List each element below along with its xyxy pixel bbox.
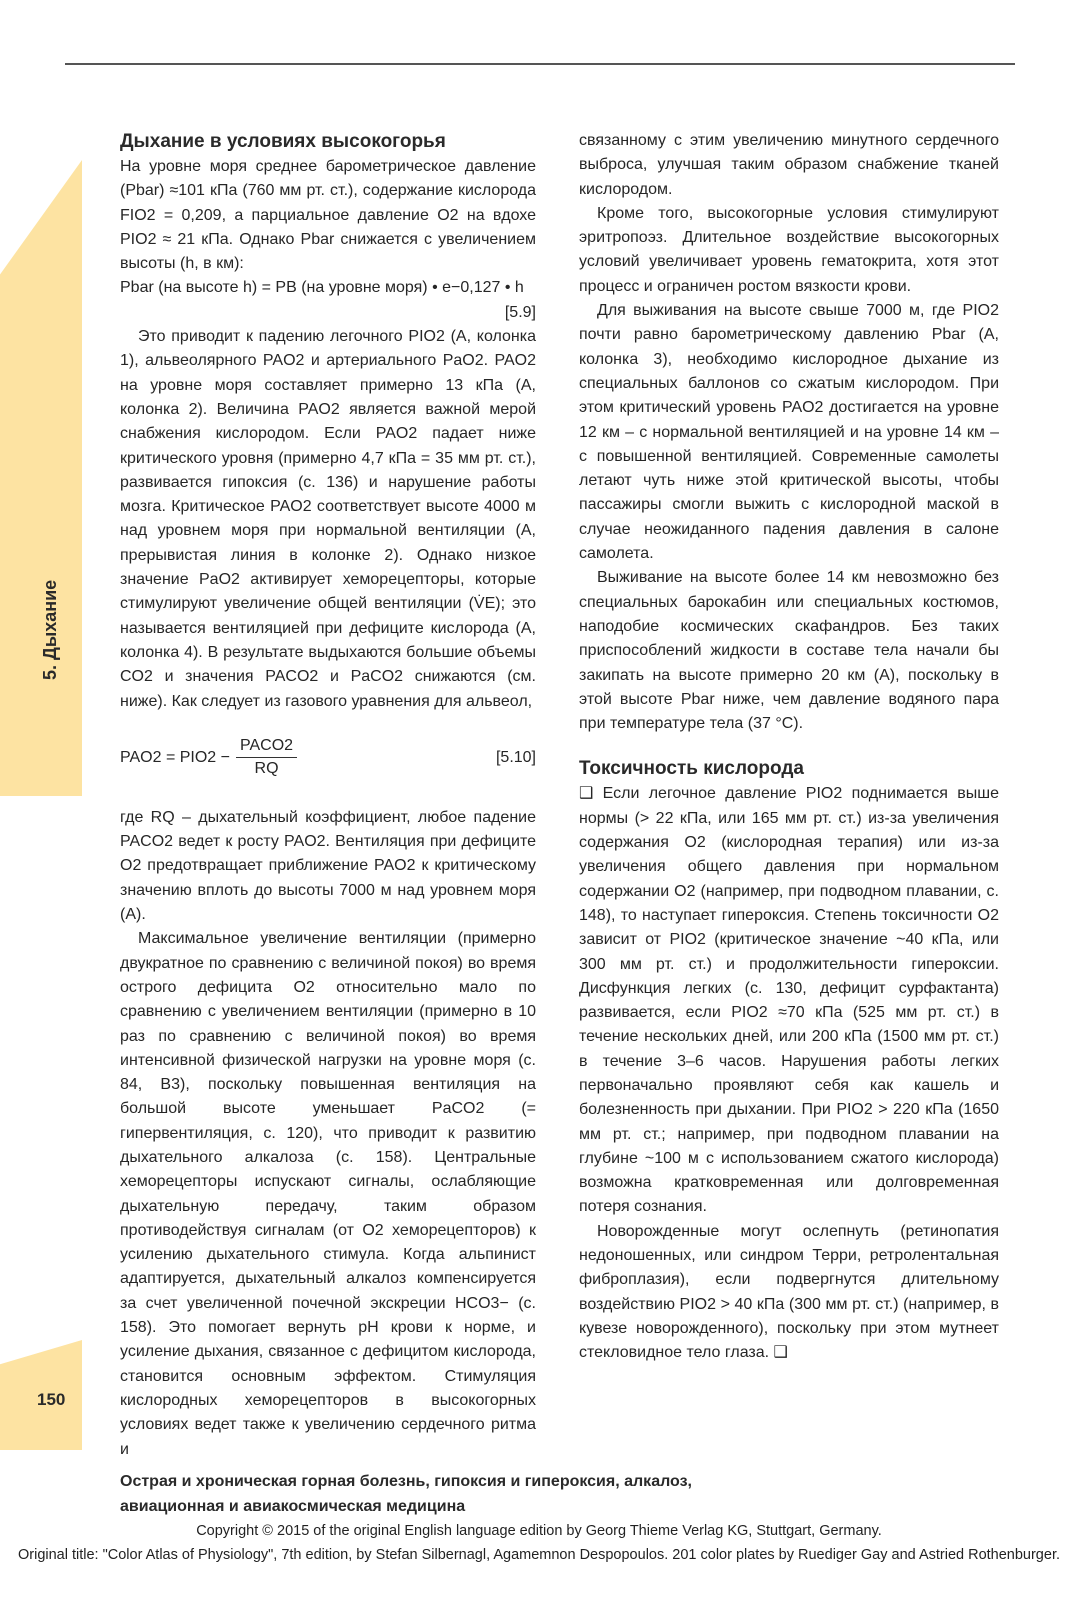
paragraph: Новорожденные могут ослепнуть (ретинопатия недоношенных, или синдром Терри, ретролентальная фиброплазия), если подвергнутся длительному воздействию PIO2 > 40 кПа (300 мм рт. ст.) (например, в кувезе новорожденного), поскольку при этом мутнеет стекловидное тело глаза. ❑ [579, 1222, 999, 1362]
chapter-side-tab [0, 160, 82, 796]
fraction-denominator: RQ [254, 760, 279, 778]
section-heading: Дыхание в условиях высокогорья [120, 131, 446, 152]
paragraph: Для выживания на высоте свыше 7000 м, где PIO2 почти равно барометрическому давлению Pbar (A, колонка 3), необходимо кислородное дыхание из специальных баллонов со сжатым кислородом. При этом критический уровень PAO2 достигается на уровне 12 км – с нормальной вентиляцией и на уровне 14 км – с повышенной вентиляцией. Современные самолеты летают чуть ниже этой критической высоты, чтобы пассажиры смогли выжить с кислородной маской в случае неожиданного падения давления в салоне самолета. [579, 302, 999, 563]
left-column [120, 129, 536, 1462]
equation-number: [5.10] [495, 748, 536, 766]
paragraph: Максимальное увеличение вентиляции (примерно двукратное по сравнению с величиной покоя) во время острого дефицита O2 относительно мало по сравнению с увеличением вентиляции (примерно в 10 раз по сравнению с величиной покоя) во время интенсивной физической нагрузки на уровне моря (с. 84, B3), поскольку повышенная вентиляция на большой высоте уменьшает PaCO2 (= гипервентиляция, с. 120), что приводит к развитию дыхательного алкалоза (с. 158). Центральные хеморецепторы испускают сигналы, ослабляющие дыхательную передачу, таким образом противодействуя сигналам (от O2 хеморецепторов) к усилению дыхательного стимула. Когда альпинист адаптируется, дыхательный алкалоз компенсируется за счет увеличенной почечной экскреции HCO3− (с. 158). Это помогает вернуть pH крови к норме, и усиление дыхания, связанное с дефицитом кислорода, становится основным эффектом. Стимуляция кислородных хеморецепторов в высокогорных условиях ведет также к увеличению сердечного ритма и [120, 930, 536, 1458]
original-title-line: Original title: "Color Atlas of Physiology", 7th edition, by Stefan Silbernagl, Agamemnon Despopoulos. 201 color plates by Ruediger Gay and Astried Rothenburger. [17, 1547, 1060, 1563]
paragraph: Кроме того, высокогорные условия стимулируют эритропоэз. Длительное воздействие высокогорных условий увеличивает уровень гематокрита, хотя этот процесс и ограничен ростом вязкости крови. [579, 204, 999, 295]
page-number: 150 [37, 1390, 66, 1409]
page-footer-topics [120, 1469, 692, 1519]
chapter-label: 5. Дыхание [40, 579, 60, 680]
paragraph: где RQ – дыхательный коэффициент, любое падение PACO2 ведет к росту PAO2. Вентиляция при дефиците O2 предотвращает приближение PAO2 к критическому значению вплоть до высоты 7000 м над уровнем моря (A). [120, 808, 536, 924]
equation-5-10 [120, 722, 536, 794]
equation-number: [5.9] [504, 303, 536, 321]
fraction-numerator: PACO2 [236, 735, 297, 758]
paragraph: Это приводит к падению легочного PIO2 (A, колонка 1), альвеолярного PAO2 и артериального PaO2. PAO2 на уровне моря составляет примерно 13 кПа (A, колонка 2). Величина PAO2 является важной мерой снабжения кислородом. Если PAO2 падает ниже критического уровня (примерно 4,7 кПа = 35 мм рт. ст.), развивается гипоксия (с. 136) и нарушение работы мозга. Критическое PAO2 соответствует высоте 4000 м над уровнем моря при нормальной вентиляции (A, прерывистая линия в колонке 2). Однако низкое значение PaO2 активирует хеморецепторы, которые стимулируют увеличение общей вентиляции (V̇E); это называется вентиляцией при дефиците кислорода (A, колонка 4). В результате выдыхаются большие объемы CO2 и значения PACO2 и PaCO2 снижаются (см. ниже). Как следует из газового уравнения для альвеол, [120, 328, 536, 710]
footer-line: Острая и хроническая горная болезнь, гипоксия и гипероксия, алкалоз, [120, 1473, 692, 1490]
right-column [579, 129, 999, 1366]
copyright-line: Copyright © 2015 of the original English language edition by Georg Thieme Verlag KG, Stuttgart, Germany. [196, 1523, 882, 1539]
section-heading: Токсичность кислорода [579, 758, 804, 780]
footer-line: авиационная и авиакосмическая медицина [120, 1498, 466, 1515]
equation-5-9: Pbar (на высоте h) = PB (на уровне моря) • e−0,127 • h [120, 279, 524, 297]
paragraph: связанному с этим увеличению минутного сердечного выброса, улучшая таким образом снабжение тканей кислородом. [579, 132, 999, 198]
top-rule [65, 63, 1015, 65]
fraction [236, 735, 297, 780]
paragraph: ❑ Если легочное давление PIO2 поднимается выше нормы (> 22 кПа, или 165 мм рт. ст.) из-за увеличения содержания O2 (кислородная терапия) или из-за увеличения общего давления при нормальном содержании O2 (например, при подводном плавании, с. 148), то наступает гипероксия. Степень токсичности O2 зависит от PIO2 (критическое значение ~40 кПа, или 300 мм рт. ст.) и продолжительности гипероксии. Дисфункция легких (с. 130, дефицит сурфактанта) развивается, если PIO2 ≈70 кПа (525 мм рт. ст.) в течение нескольких дней, или 200 кПа (1500 мм рт. ст.) в течение 3–6 часов. Нарушения работы легких первоначально проявляют себя как кашель и болезненность при дыхании. При PIO2 > 220 кПа (1650 мм рт. ст.; например, при подводном плавании на глубине ~100 м с использованием сжатого кислорода) возможна кратковременная или долговременная потеря сознания. [579, 785, 999, 1216]
equation-left: PAO2 = PIO2 − [120, 748, 230, 766]
paragraph: Выживание на высоте более 14 км невозможно без специальных барокабин или специальных костюмов, наподобие космических скафандров. Без таких приспособлений жидкости в составе тела начали бы закипать на высоте примерно 20 км (A), поскольку в этой высоте Pbar ниже, чем давление водяного пара при температуре тела (37 °C). [579, 569, 999, 733]
paragraph: На уровне моря среднее барометрическое давление (Pbar) ≈101 кПа (760 мм рт. ст.), содержание кислорода FIO2 = 0,209, а парциальное давление O2 на вдохе PIO2 ≈ 21 кПа. Однако Pbar снижается с увеличением высоты (h, в км): [120, 158, 536, 273]
